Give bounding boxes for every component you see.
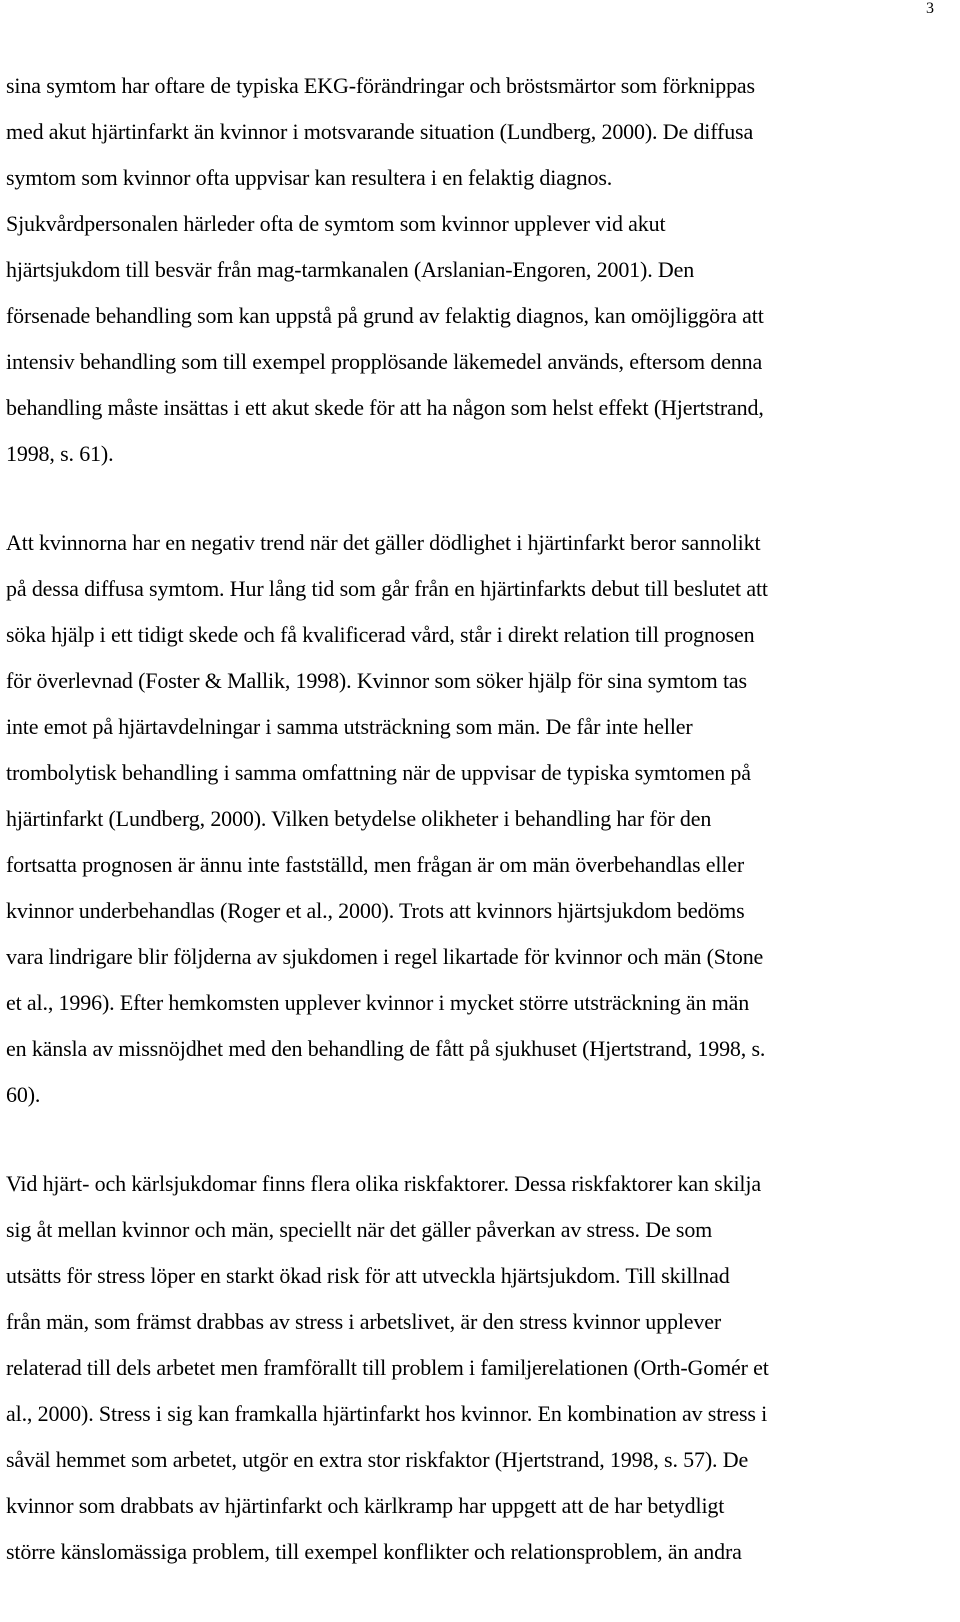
text-line: en känsla av missnöjdhet med den behandling de fått på sjukhuset (Hjertstrand, 1998, s. — [6, 1036, 766, 1061]
text-line: inte emot på hjärtavdelningar i samma utsträckning som män. De får inte heller — [6, 714, 693, 739]
text-line: intensiv behandling som till exempel propplösande läkemedel används, eftersom denna — [6, 349, 763, 374]
text-line: Vid hjärt- och kärlsjukdomar finns flera olika riskfaktorer. Dessa riskfaktorer kan skilja — [6, 1171, 761, 1196]
text-line: behandling måste insättas i ett akut skede för att ha någon som helst effekt (Hjertstrand, — [6, 395, 764, 420]
text-line: utsätts för stress löper en starkt ökad risk för att utveckla hjärtsjukdom. Till skillnad — [6, 1263, 730, 1288]
text-line: symtom som kvinnor ofta uppvisar kan resultera i en felaktig diagnos. — [6, 165, 613, 190]
text-line: kvinnor underbehandlas (Roger et al., 2000). Trots att kvinnors hjärtsjukdom bedöms — [6, 898, 745, 923]
text-line: kvinnor som drabbats av hjärtinfarkt och kärlkramp har uppgett att de har betydligt — [6, 1493, 725, 1518]
text-line: större känslomässiga problem, till exempel konflikter och relationsproblem, än andra — [6, 1539, 742, 1564]
text-line: söka hjälp i ett tidigt skede och få kvalificerad vård, står i direkt relation till prognosen — [6, 622, 755, 647]
page-number: 3 — [926, 0, 934, 17]
text-line: på dessa diffusa symtom. Hur lång tid som går från en hjärtinfarkts debut till beslutet att — [6, 576, 768, 601]
paragraph — [6, 520, 936, 1118]
text-line: vara lindrigare blir följderna av sjukdomen i regel likartade för kvinnor och män (Stone — [6, 944, 764, 969]
text-line: 60). — [6, 1082, 41, 1107]
text-line: med akut hjärtinfarkt än kvinnor i motsvarande situation (Lundberg, 2000). De diffusa — [6, 119, 754, 144]
text-line: försenade behandling som kan uppstå på grund av felaktig diagnos, kan omöjliggöra att — [6, 303, 764, 328]
text-line: trombolytisk behandling i samma omfattning när de uppvisar de typiska symtomen på — [6, 760, 751, 785]
text-line: 1998, s. 61). — [6, 441, 114, 466]
text-line: hjärtinfarkt (Lundberg, 2000). Vilken betydelse olikheter i behandling har för den — [6, 806, 712, 831]
text-line: relaterad till dels arbetet men framförallt till problem i familjerelationen (Orth-Gomér et — [6, 1355, 769, 1380]
text-line: sig åt mellan kvinnor och män, speciellt när det gäller påverkan av stress. De som — [6, 1217, 713, 1242]
text-line: Sjukvårdpersonalen härleder ofta de symtom som kvinnor upplever vid akut — [6, 211, 666, 236]
text-line: hjärtsjukdom till besvär från mag-tarmkanalen (Arslanian-Engoren, 2001). Den — [6, 257, 695, 282]
text-line: från män, som främst drabbas av stress i arbetslivet, är den stress kvinnor upplever — [6, 1309, 722, 1334]
text-line: sina symtom har oftare de typiska EKG-förändringar och bröstsmärtor som förknippas — [6, 73, 755, 98]
text-line: såväl hemmet som arbetet, utgör en extra stor riskfaktor (Hjertstrand, 1998, s. 57). De — [6, 1447, 749, 1472]
text-line: al., 2000). Stress i sig kan framkalla hjärtinfarkt hos kvinnor. En kombination av stress i — [6, 1401, 768, 1426]
text-line: för överlevnad (Foster & Mallik, 1998). Kvinnor som söker hjälp för sina symtom tas — [6, 668, 747, 693]
text-line: Att kvinnorna har en negativ trend när det gäller dödlighet i hjärtinfarkt beror sannolikt — [6, 530, 761, 555]
text-line: fortsatta prognosen är ännu inte fastställd, men frågan är om män överbehandlas eller — [6, 852, 745, 877]
text-line: et al., 1996). Efter hemkomsten upplever kvinnor i mycket större utsträckning än män — [6, 990, 750, 1015]
paragraph — [6, 1161, 936, 1575]
paragraph — [6, 63, 936, 477]
